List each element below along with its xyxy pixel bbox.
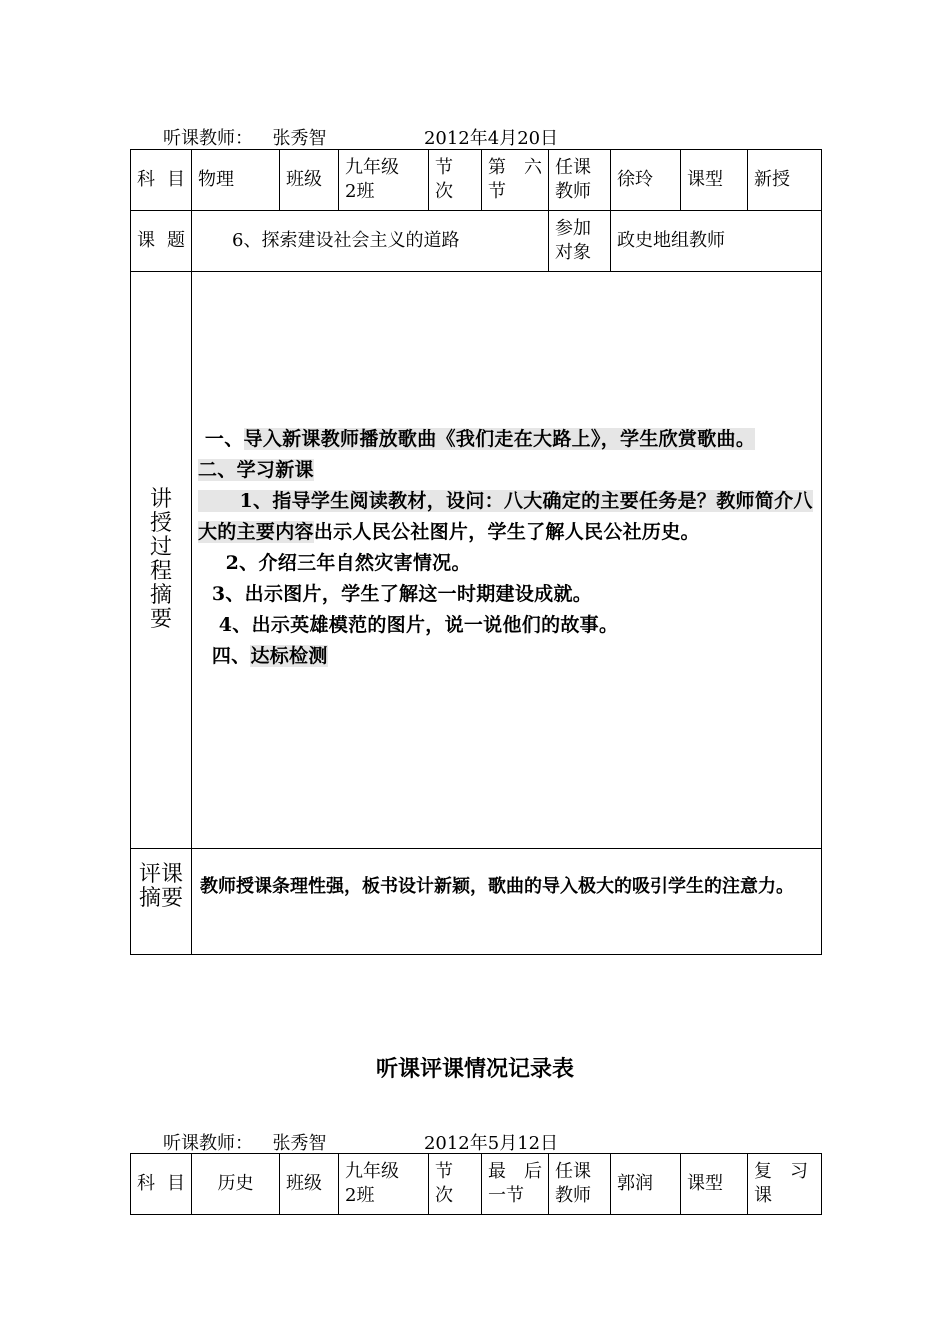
record1-evaluation-row [131,849,822,955]
subject-label: 科 目 [131,1154,192,1215]
record1-lecture-row [131,272,822,849]
lecture-line: 二、学习新课 [198,459,314,481]
evaluation-label: 评课 摘要 [131,849,192,955]
attendees-value: 政史地组教师 [611,211,822,272]
lecture-line: 4、出示英雄模范的图片，说一说他们的故事。 [198,614,619,636]
listener-label: 听课教师： [163,128,253,149]
listener-name: 张秀智 [272,1133,327,1154]
lecture-line: 3、出示图片，学生了解这一时期建设成就。 [198,583,593,605]
class-value: 九年级 2班 [339,1154,429,1215]
lecture-line: 四、达标检测 [198,645,328,667]
type-value: 复 习 课 [748,1154,822,1215]
lecture-line: 2、介绍三年自然灾害情况。 [198,552,471,574]
type-label: 课型 [681,150,748,211]
record2-table [130,1153,822,1215]
teacher-value: 郭润 [611,1154,681,1215]
subject-value: 历史 [192,1154,280,1215]
listener-name: 张秀智 [272,128,327,149]
teacher-label: 任课 教师 [549,150,611,211]
record1-topic-row [131,211,822,272]
type-value: 新授 [748,150,822,211]
type-label: 课型 [681,1154,748,1215]
record1-info-row [131,150,822,211]
period-label: 节 次 [429,1154,482,1215]
lecture-body [198,424,818,672]
topic-label: 课 题 [131,211,192,272]
period-label: 节 次 [429,150,482,211]
topic-value: 6、探索建设社会主义的道路 [192,211,549,272]
record-date: 2012年5月12日 [423,1133,559,1154]
lecture-content [192,272,822,849]
class-label: 班级 [280,1154,339,1215]
period-value: 最 后 一节 [482,1154,549,1215]
subject-label: 科 目 [131,150,192,211]
record1-header [163,124,558,150]
record-date: 2012年4月20日 [423,128,559,149]
teacher-value: 徐玲 [611,150,681,211]
class-value: 九年级 2班 [339,150,429,211]
lecture-label: 讲 授 过 程 摘 要 [131,272,192,849]
listener-label: 听课教师： [163,1133,253,1154]
teacher-label: 任课 教师 [549,1154,611,1215]
subject-value: 物理 [192,150,280,211]
evaluation-text: 教师授课条理性强，板书设计新颖，歌曲的导入极大的吸引学生的注意力。 [192,849,822,955]
form-title: 听课评课情况记录表 [375,1056,574,1082]
record1-table [130,149,822,955]
attendees-label: 参加 对象 [549,211,611,272]
record2-header [163,1129,558,1155]
lecture-line: 1、指导学生阅读教材，设问：八大确定的主要任务是？教师简介八大的主要内容出示人民公社图片，学生了解人民公社历史。 [198,490,813,543]
record2-info-row [131,1154,822,1215]
period-value: 第 六 节 [482,150,549,211]
class-label: 班级 [280,150,339,211]
lecture-line: 一、导入新课教师播放歌曲《我们走在大路上》，学生欣赏歌曲。 [198,428,756,450]
